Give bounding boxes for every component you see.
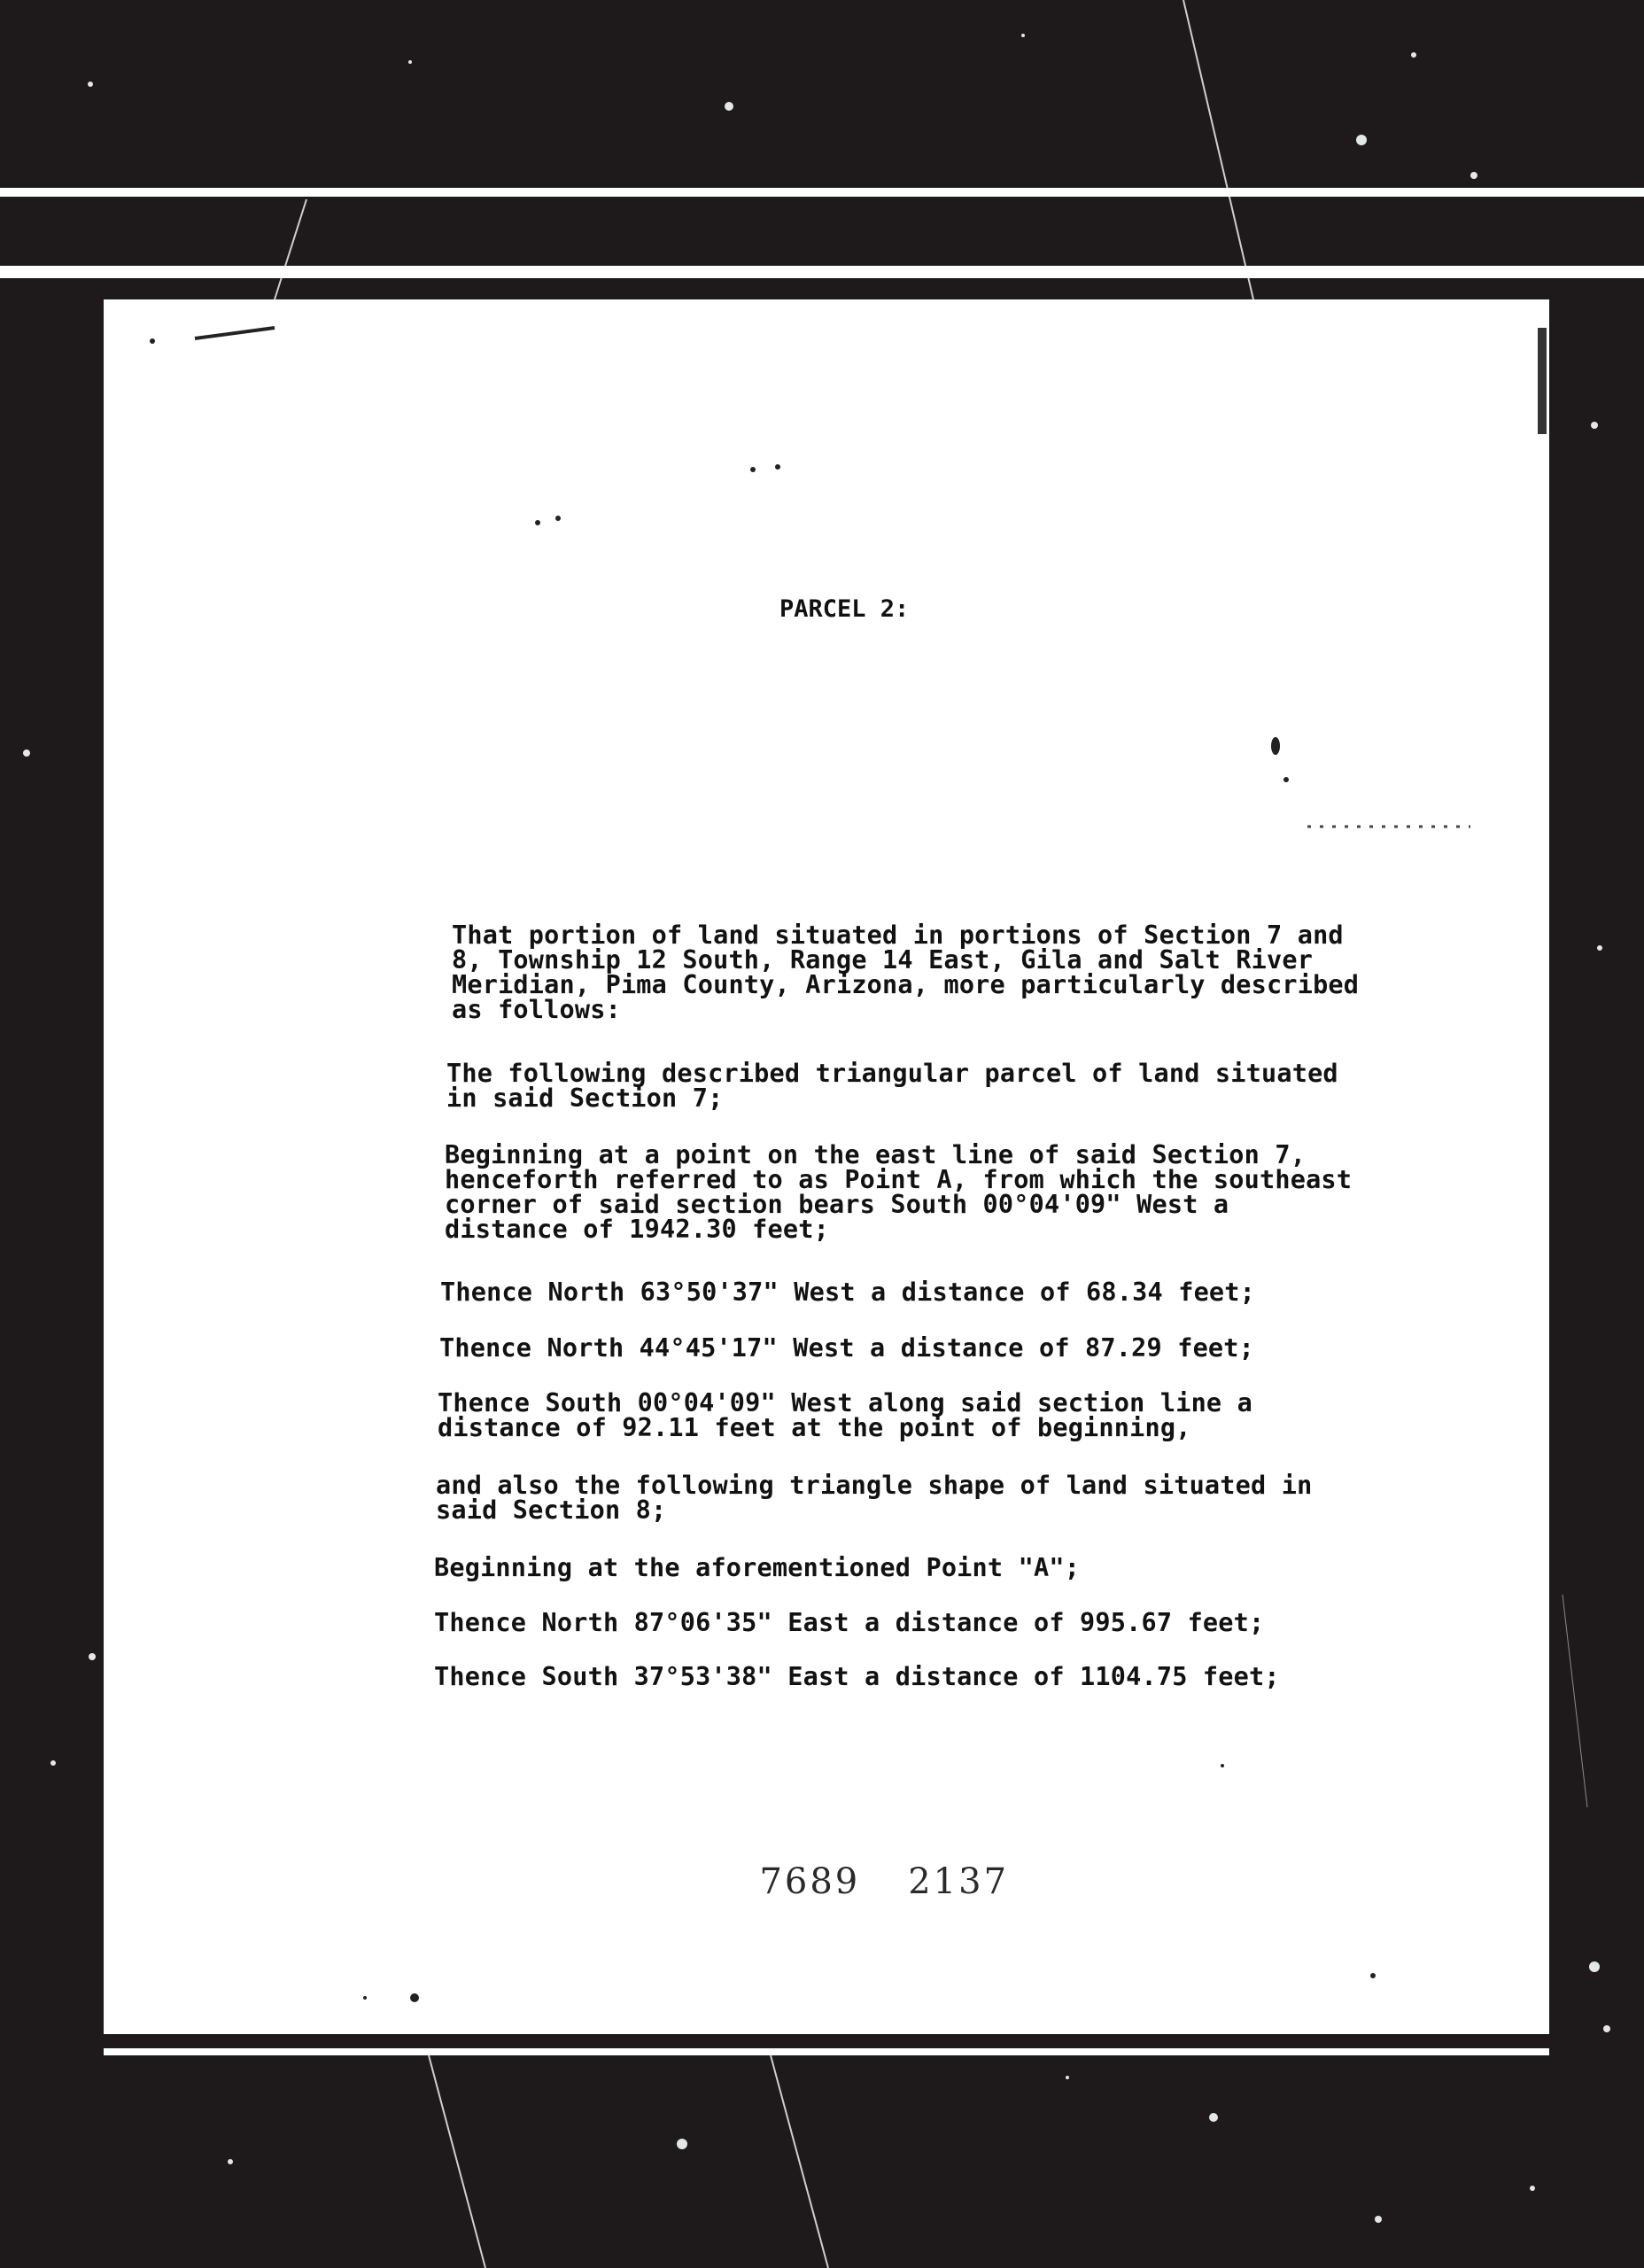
paragraph-thence-4: Thence North 87°06'35" East a distance of 995.67 feet; [434,1608,1265,1637]
paragraph-thence-3: Thence South 00°04'09" West along said section line a distance of 92.11 feet at the point of beginning, [438,1388,1252,1442]
filing-stamp [732,1821,1057,1902]
paragraph-beginning-point: Beginning at a point on the east line of said Section 7, henceforth referred to as Point A, from which the southeast corner of said section bears South 00°04'09" West a distance of 1942.30 feet; [445,1140,1353,1244]
filing-docket-number: 7689 [759,1861,861,1902]
filing-page-number: 2137 [908,1861,1010,1902]
paragraph-point-a: Beginning at the aforementioned Point "A"; [434,1553,1081,1582]
paragraph-triangular-parcel: The following described triangular parcel of land situated in said Section 7; [446,1059,1338,1113]
paragraph-description: That portion of land situated in portions of Section 7 and 8, Township 12 South, Range 14 East, Gila and Salt River Meridian, Pima County, Arizona, more particularly described as follows: [452,920,1360,1024]
paragraph-thence-5: Thence South 37°53'38" East a distance of 1104.75 feet; [434,1662,1280,1691]
paragraph-thence-1: Thence North 63°50'37" West a distance of 68.34 feet; [440,1278,1255,1307]
paragraph-thence-2: Thence North 44°45'17" West a distance of 87.29 feet; [439,1333,1254,1363]
paragraph-section-8: and also the following triangle shape of land situated in said Section 8; [436,1471,1313,1525]
parcel-heading: PARCEL 2: [779,595,910,623]
